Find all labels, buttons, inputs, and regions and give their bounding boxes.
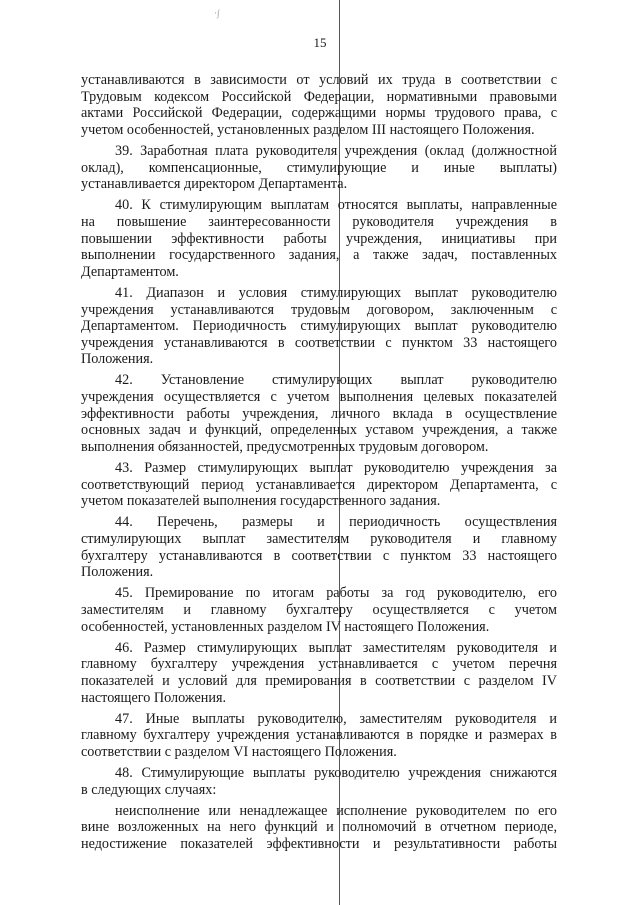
text-line: учреждения осуществляется с учетом выполнения целевых показателей <box>81 389 557 406</box>
text-line: неисполнение или ненадлежащее исполнение руководителем по его <box>115 802 557 819</box>
text-line: оклад), компенсационные, стимулирующие и иные выплаты) <box>81 159 557 176</box>
text-line: Положения. <box>81 351 154 368</box>
text-line: заместителям и главному бухгалтеру осуществляется с учетом <box>81 601 557 618</box>
paragraph <box>81 803 557 853</box>
text-line: показателей и условий для премирования в соответствии с разделом IV <box>81 672 557 689</box>
text-line: Департаментом. <box>81 263 179 280</box>
text-line: основных задач и функций, определенных уставом учреждения, а также <box>81 422 557 439</box>
text-line: эффективности работы учреждения, личного вклада в осуществление <box>81 405 557 422</box>
text-line: учетом показателей выполнения государственного задания. <box>81 493 441 510</box>
text-line: 46. Размер стимулирующих выплат заместителям руководителя и <box>115 639 557 656</box>
text-line: учетом особенностей, установленных разделом III настоящего Положения. <box>81 121 535 138</box>
text-line: 41. Диапазон и условия стимулирующих выплат руководителю <box>115 284 557 301</box>
text-line: выполнения обязанностей, предусмотренных трудовым договором. <box>81 438 489 455</box>
margin-mark: ·∫ <box>214 8 220 18</box>
text-line: главному бухгалтеру учреждения устанавливается с учетом перечня <box>81 656 557 673</box>
text-line: главному бухгалтеру учреждения устанавливаются в порядке и размерах в <box>81 727 557 744</box>
paragraph <box>81 285 557 368</box>
text-line: вине возложенных на него функций и полномочий в отчетном периоде, <box>81 819 557 836</box>
text-line: 40. К стимулирующим выплатам относятся выплаты, направленные <box>115 197 557 214</box>
paragraph <box>81 197 557 280</box>
text-line: устанавливается директором Департамента. <box>81 176 348 193</box>
text-line: 39. Заработная плата руководителя учреждения (оклад (должностной <box>115 142 557 159</box>
text-line: особенностей, установленных разделом IV настоящего Положения. <box>81 618 490 635</box>
document-body <box>81 72 557 857</box>
text-line: Трудовым кодексом Российской Федерации, нормативными правовыми <box>81 88 557 105</box>
text-line: 48. Стимулирующие выплаты руководителю учреждения снижаются <box>115 765 557 782</box>
paragraph <box>81 765 557 798</box>
text-line: настоящего Положения. <box>81 689 227 706</box>
paragraph <box>81 711 557 761</box>
text-line: актами Российской Федерации, содержащими нормы трудового права, с <box>81 105 557 122</box>
paragraph <box>81 514 557 580</box>
paragraph <box>81 72 557 138</box>
paragraph <box>81 372 557 455</box>
text-line: на повышение заинтересованности руководителя учреждения в <box>81 213 557 230</box>
text-line: 42. Установление стимулирующих выплат руководителю <box>115 372 557 389</box>
paragraph <box>81 143 557 193</box>
paragraph <box>81 460 557 510</box>
paragraph <box>81 585 557 635</box>
text-line: выполнении государственного задания, а также задач, поставленных <box>81 247 557 264</box>
text-line: соответствующий период устанавливается директором Департамента, с <box>81 476 557 493</box>
text-line: учреждения устанавливаются трудовым договором, заключенным с <box>81 301 557 318</box>
text-line: 44. Перечень, размеры и периодичность осуществления <box>115 514 557 531</box>
text-line: в следующих случаях: <box>81 781 217 798</box>
text-line: учреждения устанавливаются в соответствии с пунктом 33 настоящего <box>81 334 557 351</box>
text-line: стимулирующих выплат заместителям руководителя и главному <box>81 531 557 547</box>
text-line: повышении эффективности работы учреждения, инициативы при <box>81 230 557 247</box>
text-line: устанавливаются в зависимости от условий их труда в соответствии с <box>81 72 557 88</box>
text-line: Департаментом. Периодичность стимулирующих выплат руководителю <box>81 318 557 335</box>
text-line: Положения. <box>81 564 154 581</box>
text-line: недостижение показателей эффективности и результативности работы <box>81 836 557 853</box>
text-line: 45. Премирование по итогам работы за год руководителю, его <box>115 585 557 602</box>
text-line: 47. Иные выплаты руководителю, заместителям руководителя и <box>115 710 557 727</box>
text-line: соответствии с разделом VI настоящего Положения. <box>81 743 397 760</box>
paragraph <box>81 640 557 706</box>
text-line: бухгалтеру устанавливаются в соответствии с пунктом 33 настоящего <box>81 547 557 564</box>
text-line: 43. Размер стимулирующих выплат руководителю учреждения за <box>115 460 557 477</box>
page-number: 15 <box>313 35 327 50</box>
